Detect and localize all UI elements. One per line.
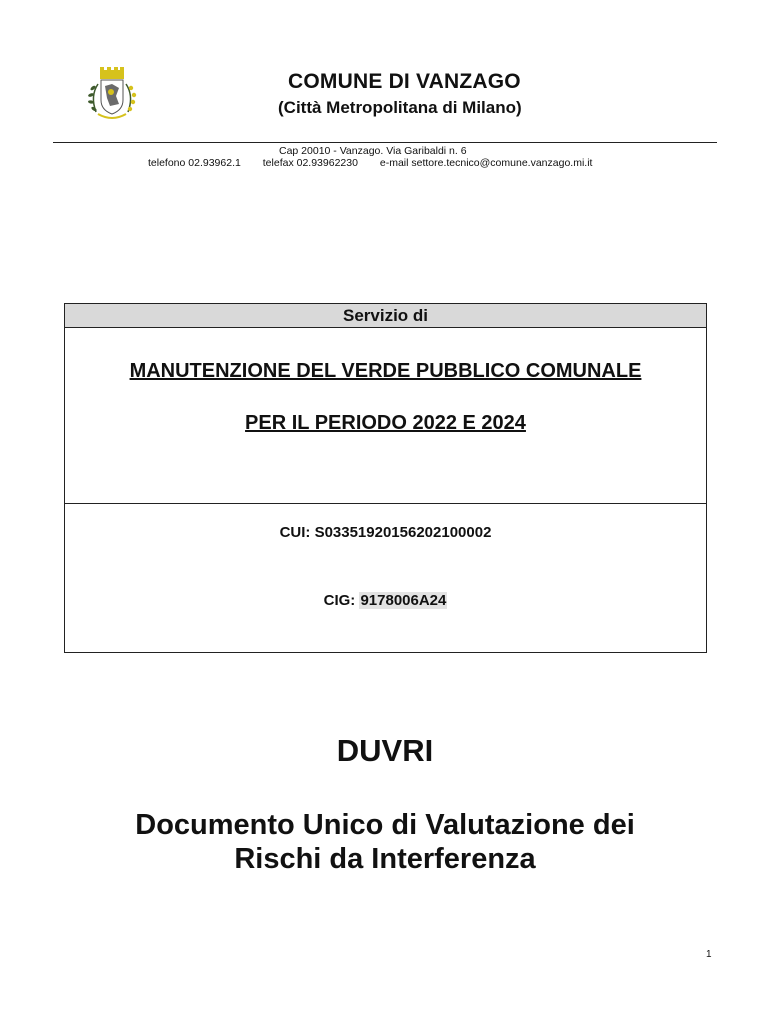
document-title-line-2: Rischi da Interferenza <box>234 843 536 875</box>
municipal-crest-logo <box>82 66 142 124</box>
document-full-title <box>0 808 770 876</box>
municipality-title: COMUNE DI VANZAGO <box>288 70 521 93</box>
metro-area-subtitle: (Città Metropolitana di Milano) <box>278 98 522 117</box>
document-title-line-1: Documento Unico di Valutazione dei <box>135 809 635 841</box>
header-divider <box>53 142 717 143</box>
email-address: e-mail settore.tecnico@comune.vanzago.mi.it <box>379 157 593 169</box>
service-info-box <box>64 303 707 653</box>
cui-label: CUI: <box>279 524 311 541</box>
service-box-heading: Servizio di <box>65 304 706 328</box>
document-acronym: DUVRI <box>336 733 434 768</box>
cig-label: CIG: <box>323 592 356 609</box>
phone-number: telefono 02.93962.1 <box>148 157 241 169</box>
fax-number: telefax 02.93962230 <box>262 157 358 169</box>
cig-code <box>65 592 706 609</box>
cui-value: S03351920156202100002 <box>314 524 492 541</box>
contact-line <box>148 157 592 169</box>
page-number: 1 <box>706 949 712 960</box>
service-title-line-2: PER IL PERIODO 2022 E 2024 <box>245 412 526 434</box>
box-divider <box>65 503 706 504</box>
postal-address: Cap 20010 - Vanzago. Via Garibaldi n. 6 <box>279 145 467 157</box>
service-title-line-1: MANUTENZIONE DEL VERDE PUBBLICO COMUNALE <box>129 360 642 382</box>
cui-code <box>65 524 706 541</box>
crest-icon <box>82 66 142 124</box>
cig-value: 9178006A24 <box>360 592 447 609</box>
